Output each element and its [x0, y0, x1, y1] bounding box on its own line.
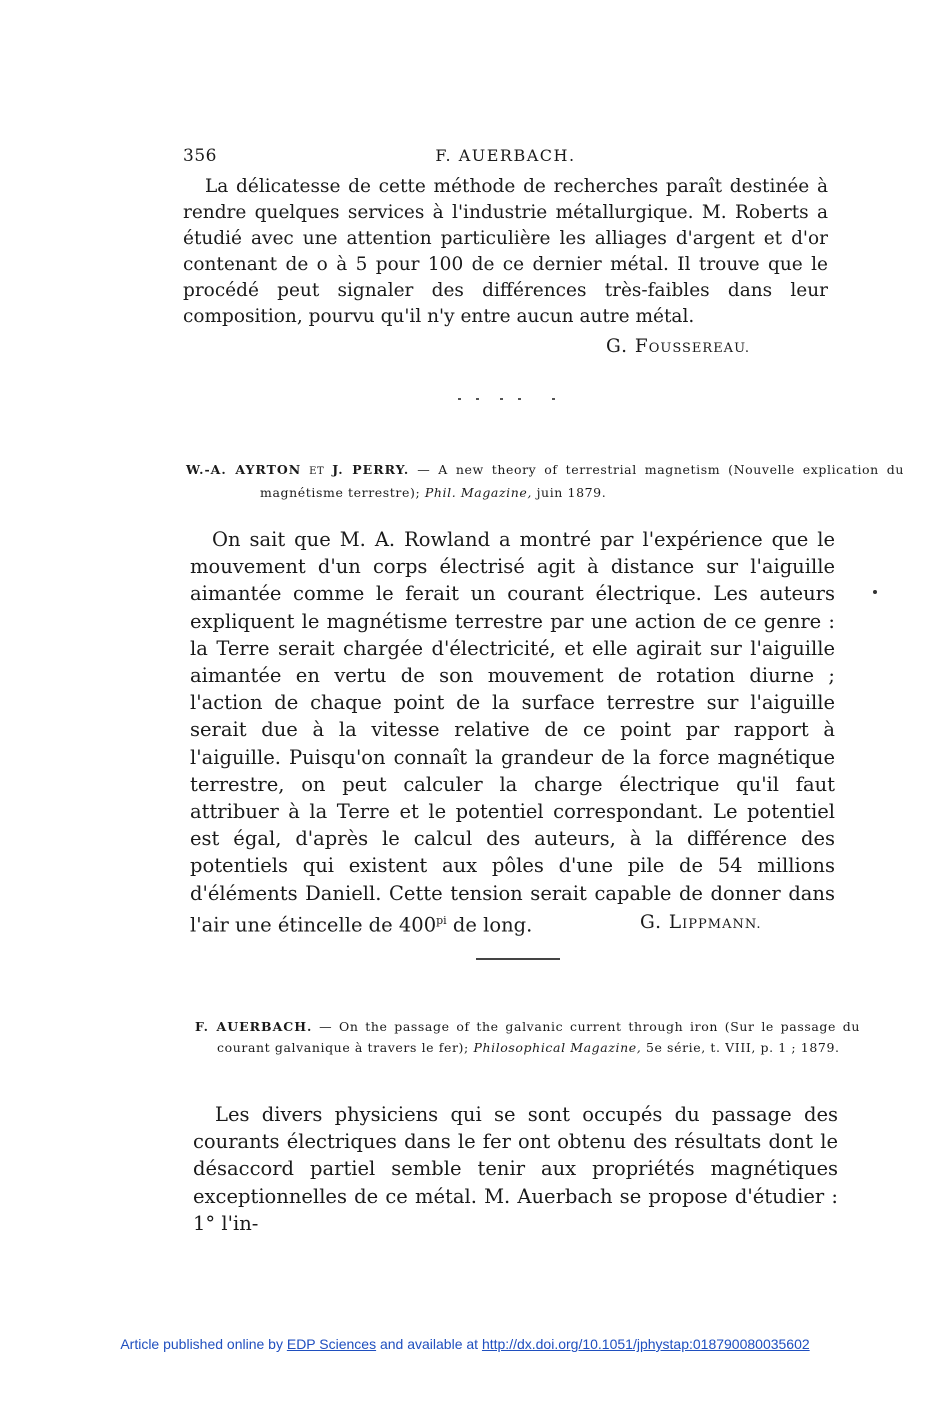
citation-ayrton-perry: W.-A. AYRTON ET J. PERRY. — A new theory of terrestrial magnetism (Nouvelle explication du magnétisme terrestre); Phil. Magazine, juin 1879.	[186, 462, 905, 500]
section-separator-line	[476, 958, 560, 960]
publisher-link[interactable]: EDP Sciences	[286, 1336, 377, 1352]
citation-auerbach: F. AUERBACH. — On the passage of the galvanic current through iron (Sur le passage du courant galvanique à travers le fer); Philosophical Magazine, 5e série, t. VIII, p. 1 ; 1879.	[195, 1019, 860, 1055]
running-head: F. AUERBACH.	[435, 146, 576, 165]
footer-availability: Article published online by EDP Sciences and available at http://dx.doi.org/10.1051/jphystap:018790080035602	[120, 1336, 810, 1352]
paragraph-roberts: La délicatesse de cette méthode de recherches paraît destinée à rendre quelques services à l'industrie métallurgique. M. Roberts a étudié avec une attention particulière les alliages d'argent et d'or contenant de o à 5 pour 100 de ce dernier métal. Il trouve que le procédé peut signaler des différences très-faibles dans leur composition, pourvu qu'il n'y entre aucun autre métal.	[183, 176, 828, 327]
section-separator-dots	[458, 398, 558, 404]
signature-lippmann: G. LIPPMANN.	[640, 912, 762, 933]
paragraph-rowland: On sait que M. A. Rowland a montré par l'expérience que le mouvement d'un corps électrisé agit à distance sur l'aiguille aimantée comme le ferait un courant électrique. Les auteurs expliquent le magnétisme terrestre par une action de ce genre : la Terre serait chargée d'électricité, et elle agirait sur l'aiguille aimantée en vertu de son mouvement de rotation diurne ; l'action de chaque point de la surface terrestre sur l'aiguille serait due à la vitesse relative de ce point par rapport à l'aiguille. Puisqu'on connaît la grandeur de la force magnétique terrestre, on peut calculer la charge électrique qu'il faut attribuer à la Terre et le potentiel correspondant. Le potentiel est égal, d'après le calcul des auteurs, à la différence des potentiels qui existent aux pôles d'une pile de 54 millions d'éléments Daniell. Cette tension serait capable de donner dans l'air une étincelle de $400^{pi}$ de long.	[190, 528, 835, 937]
page-header	[183, 146, 828, 168]
signature-foussereau: G. FOUSSEREAU.	[606, 336, 750, 357]
ink-spot	[873, 590, 877, 594]
page-number: 356	[183, 146, 217, 166]
doi-link[interactable]: http://dx.doi.org/10.1051/jphystap:018790080035602	[481, 1336, 810, 1352]
paragraph-auerbach: Les divers physiciens qui se sont occupés du passage des courants électriques dans le fer ont obtenu des résultats dont le désaccord partiel semble tenir aux propriétés magnétiques exceptionnelles de ce métal. M. Auerbach se propose d'étudier : 1° l'in-	[193, 1103, 838, 1235]
